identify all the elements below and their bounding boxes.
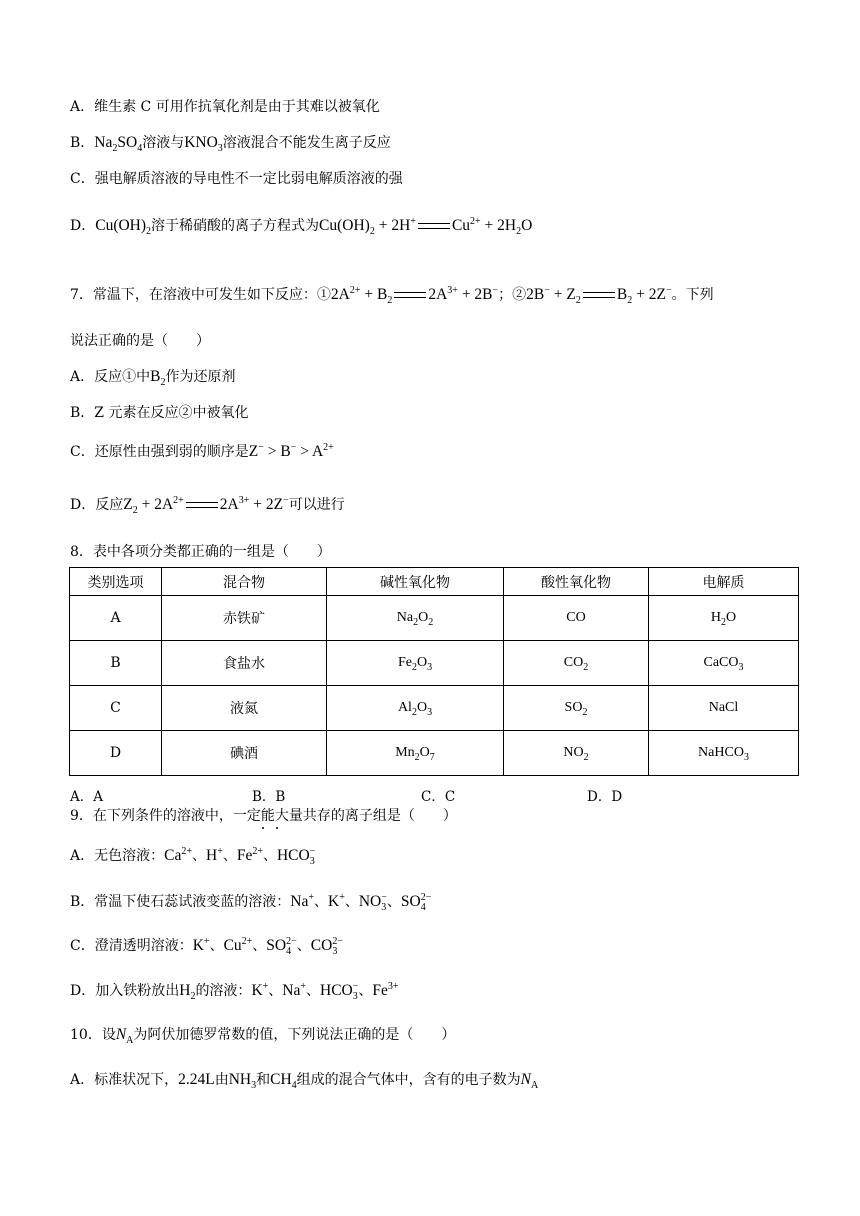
ion [358, 892, 387, 913]
ion-separator: 、 [222, 848, 237, 864]
table-cell-mixture: 赤铁矿 [162, 596, 327, 641]
ion [224, 937, 253, 954]
q6-option-a-text: A．维生素 C 可用作抗氧化剂是由于其难以被氧化 [70, 99, 380, 115]
ion-separator: 、 [268, 983, 283, 999]
q6-option-b-prefix: B． [70, 135, 95, 151]
table-header-row [70, 568, 799, 596]
f-text: Z [248, 443, 259, 460]
table-cell-electrolyte [649, 596, 799, 641]
ion-separator: 、 [252, 938, 267, 954]
q7-option-c-prefix: C．还原性由强到弱的顺序是 [70, 444, 249, 460]
f-text: 2B [526, 286, 545, 303]
f-sub: 2 [413, 617, 419, 628]
f-sub: 3 [332, 946, 338, 957]
formula-na2so4 [94, 134, 143, 154]
f-text: K [328, 893, 340, 910]
f-sup: + [262, 981, 269, 992]
f-text: 2A [219, 496, 239, 513]
f-text: Na [94, 134, 113, 151]
f-sup: 2+ [173, 495, 184, 506]
f-sup: − [492, 285, 499, 296]
f-sup: 3+ [238, 495, 250, 506]
ion-separator: 、 [358, 983, 373, 999]
f-text: Cu(OH) [319, 217, 370, 234]
q10-option-a-mid2: 组成的混合气体中，含有的电子数为 [296, 1072, 521, 1088]
f-text: CO [563, 655, 584, 670]
avogadro-symbol [520, 1071, 539, 1091]
table-header-cell: 碱性氧化物 [327, 568, 504, 596]
f-text: SO [117, 134, 138, 151]
table-cell-mixture: 碘酒 [162, 731, 327, 776]
q10-stem-prefix: 10．设 [70, 1027, 116, 1043]
formula-kno3 [184, 134, 223, 154]
f-sup: 2+ [252, 846, 263, 857]
f-sub: 2 [112, 143, 118, 154]
f-text: O [726, 610, 737, 625]
q7-option-d [70, 495, 345, 515]
f-text: HCO [320, 982, 353, 999]
f-sup: 2+ [181, 846, 192, 857]
f-sup: + [308, 892, 315, 903]
q10-option-a-and: 和 [256, 1072, 271, 1088]
q6-option-d [70, 216, 532, 236]
f-sup: 2+ [470, 216, 481, 227]
ion [276, 846, 316, 867]
equals-sign-icon [394, 292, 426, 298]
f-text: Mn [395, 745, 415, 760]
q8-option-a: A．A [70, 789, 103, 805]
ion [193, 937, 210, 954]
table-cell-acidic-oxide [504, 596, 649, 641]
f-sup: 3+ [447, 285, 458, 296]
formula-b2 [150, 368, 166, 388]
f-text: > B [263, 443, 291, 460]
q7-stem-prefix: 7．常温下，在溶液中可发生如下反应：① [70, 287, 331, 303]
formula-cuoh2 [95, 217, 152, 237]
table-header-cell: 混合物 [162, 568, 327, 596]
table-cell-electrolyte [649, 686, 799, 731]
avogadro-symbol [115, 1026, 134, 1046]
ion [372, 982, 398, 999]
q10-stem-suffix: 为阿伏加德罗常数的值，下列说法正确的是（ ） [133, 1027, 456, 1043]
emphasis-dot-icon [262, 827, 264, 829]
formula-h2 [179, 982, 196, 1002]
f-sub: 2 [516, 226, 522, 237]
f-sup: − [309, 846, 316, 857]
f-text: N [115, 1026, 127, 1043]
q7-option-b [70, 403, 248, 423]
f-text: > A [296, 443, 324, 460]
f-sub: 2 [190, 991, 196, 1002]
reaction-3 [123, 495, 289, 516]
f-sub: 3 [427, 707, 433, 718]
q6-option-b [70, 133, 391, 153]
f-text: K [251, 982, 263, 999]
f-sub: 3 [743, 752, 749, 763]
f-sub: 4 [286, 946, 292, 957]
f-text: CaCO [703, 655, 739, 670]
f-text: O [521, 217, 533, 234]
f-text: Na [282, 982, 301, 999]
table-cell-basic-oxide [327, 641, 504, 686]
f-text: + 2Z [632, 286, 666, 303]
f-sup: 2− [420, 892, 432, 903]
q7-stem-line2-text: 说法正确的是（ ） [70, 333, 210, 349]
f-sub: 2 [411, 662, 417, 673]
table-cell-acidic-oxide [504, 641, 649, 686]
f-sub: 2 [387, 295, 393, 306]
table-cell-option: C [70, 686, 162, 731]
f-sub: 4 [291, 1080, 297, 1091]
f-sub: 2 [414, 752, 420, 763]
f-text: Fe [372, 982, 388, 999]
formula-nh3 [228, 1071, 257, 1091]
f-text: Cu [451, 217, 471, 234]
f-sup: 2+ [349, 285, 361, 296]
classification-table [69, 567, 799, 776]
f-text: + 2B [457, 286, 493, 303]
q9-option-d-prefix: D．加入铁粉放出 [70, 983, 180, 999]
q6-option-b-suffix: 溶液混合不能发生离子反应 [222, 135, 391, 151]
table-cell-electrolyte [649, 731, 799, 776]
ion [290, 893, 314, 910]
f-text: SO [564, 700, 583, 715]
table-cell-acidic-oxide [504, 731, 649, 776]
f-sup: 3+ [387, 981, 399, 992]
f-text: H [710, 610, 721, 625]
table-cell-mixture: 液氮 [162, 686, 327, 731]
f-sub: 3 [381, 902, 387, 913]
f-text: 2A [330, 286, 350, 303]
q7-option-d-prefix: D．反应 [70, 497, 124, 513]
emphasis-dot-icon [276, 827, 278, 829]
f-text: SO [266, 937, 287, 954]
f-text: Fe [236, 847, 253, 864]
f-text: Ca [164, 847, 182, 864]
q10-option-a-prefix: A．标准状况下， [70, 1072, 179, 1088]
f-sub: 2 [411, 707, 417, 718]
q7-option-a-suffix: 作为还原剂 [165, 369, 236, 385]
f-text: NH [228, 1071, 252, 1088]
q7-option-a-prefix: A．反应①中 [70, 369, 151, 385]
f-text: B [616, 286, 628, 303]
q6-option-b-mid: 溶液与 [142, 135, 185, 151]
table-header-cell: 电解质 [649, 568, 799, 596]
ion [237, 847, 263, 864]
reducibility-order [249, 443, 334, 460]
q9-option-a [70, 846, 315, 866]
f-sub: A [531, 1080, 539, 1091]
f-text: CO [566, 610, 586, 625]
table-cell-electrolyte [649, 641, 799, 686]
q7-option-d-suffix: 可以进行 [288, 497, 345, 513]
f-text: NO [358, 893, 382, 910]
table-cell-option: B [70, 641, 162, 686]
f-sub: 2 [583, 752, 589, 763]
q9-option-d [70, 981, 399, 1001]
f-text: O [418, 610, 429, 625]
q7-stem [70, 285, 714, 305]
f-text: O [416, 655, 428, 670]
f-sub: 3 [352, 991, 358, 1002]
f-sub: 2 [369, 226, 375, 237]
f-sub: 2 [582, 707, 588, 718]
table-cell-basic-oxide [327, 596, 504, 641]
equals-sign-icon [418, 223, 450, 229]
f-text: H [205, 847, 218, 864]
q6-option-a [70, 97, 380, 117]
f-sup: − [283, 495, 289, 506]
q7-option-b-text: B．Z 元素在反应②中被氧化 [70, 405, 249, 421]
table-header-cell: 酸性氧化物 [504, 568, 649, 596]
f-text: Na [290, 893, 309, 910]
table-cell-mixture: 食盐水 [162, 641, 327, 686]
f-text: CH [270, 1071, 292, 1088]
f-sup: − [665, 285, 672, 296]
ion-separator: 、 [306, 983, 320, 999]
q7-stem-line2 [70, 331, 210, 351]
f-sup: + [300, 981, 306, 992]
q7-separator: ；② [498, 287, 527, 303]
table-cell-basic-oxide [327, 686, 504, 731]
table-cell-option: D [70, 731, 162, 776]
q8-option-d: D．D [587, 789, 623, 805]
f-sub: 3 [738, 662, 744, 673]
f-text: Z [123, 496, 133, 513]
reaction-2 [526, 285, 672, 306]
f-text: O [419, 745, 430, 760]
ionic-equation [319, 216, 533, 237]
f-sup: 2+ [241, 936, 253, 947]
formula-ch4 [270, 1071, 297, 1091]
f-sup: + [217, 846, 223, 857]
f-text: NO [563, 745, 584, 760]
f-text: SO [400, 893, 421, 910]
q9-option-b [70, 892, 431, 912]
q7-stem-suffix: 。下列 [671, 287, 714, 303]
q10-stem [70, 1025, 455, 1045]
table-row [70, 731, 799, 776]
f-text: + 2Z [249, 496, 284, 513]
ion [328, 893, 345, 910]
f-sub: 3 [217, 143, 223, 154]
f-text: B [150, 368, 161, 385]
q8-stem [70, 542, 331, 562]
q9-option-b-prefix: B．常温下使石蕊试液变蓝的溶液： [70, 894, 291, 910]
f-text: Cu [223, 937, 242, 954]
ion [282, 982, 306, 999]
f-sub: 2 [627, 295, 633, 306]
f-text: H [179, 982, 191, 999]
f-text: Al [397, 700, 412, 715]
f-sub: 2 [575, 295, 581, 306]
f-sup: − [290, 442, 297, 453]
f-sub: A [126, 1035, 134, 1046]
f-text: Cu(OH) [95, 217, 147, 234]
ion-separator: 、 [191, 848, 206, 864]
f-sub: 2 [428, 617, 434, 628]
f-sub: 2 [721, 617, 726, 628]
f-sub: 3 [427, 662, 433, 673]
q8-option-c: C．C [421, 789, 456, 805]
f-text: NaHCO [698, 745, 744, 760]
f-sub: 2 [583, 662, 589, 673]
f-text: N [520, 1071, 531, 1088]
q8-option-b: B．B [252, 789, 286, 805]
ion-separator: 、 [296, 938, 311, 954]
f-text: CO [310, 937, 333, 954]
q6-option-c-text: C．强电解质溶液的导电性不一定比弱电解质溶液的强 [70, 171, 403, 187]
f-sub: 4 [137, 143, 143, 154]
table-row [70, 641, 799, 686]
q9-option-c-prefix: C．澄清透明溶液： [70, 938, 193, 954]
ion-list [164, 847, 192, 864]
q9-option-c [70, 936, 343, 956]
ion [400, 892, 432, 913]
q6-option-d-prefix: D． [70, 218, 96, 234]
q9-stem [70, 806, 457, 826]
f-sup: + [203, 936, 210, 947]
table-cell-acidic-oxide [504, 686, 649, 731]
q10-option-a-mid1: 由 [214, 1072, 229, 1088]
q6-option-c [70, 169, 403, 189]
table-row [70, 686, 799, 731]
f-text: + B [360, 286, 388, 303]
q9-stem-text: 9．在下列条件的溶液中，一定能大量共存的离子组是（ ） [70, 808, 457, 824]
f-sup: 2− [332, 936, 343, 947]
f-sub: 3 [309, 856, 315, 867]
ion-separator: 、 [262, 848, 277, 864]
f-sub: 2 [146, 226, 152, 237]
q9-option-d-mid: 的溶液： [195, 983, 252, 999]
q10-option-a [70, 1070, 538, 1090]
q8-stem-text: 8．表中各项分类都正确的一组是（ ） [70, 544, 331, 560]
f-sup: − [544, 285, 550, 296]
f-text: Fe [397, 655, 412, 670]
f-text: HCO [276, 847, 310, 864]
table-row [70, 596, 799, 641]
ion [206, 847, 223, 864]
f-text: Na [396, 610, 414, 625]
ion [266, 936, 297, 957]
ion [310, 936, 343, 957]
table-header-cell: 类别选项 [70, 568, 162, 596]
ion-separator: 、 [314, 894, 329, 910]
f-text: KNO [184, 134, 218, 151]
f-sup: − [352, 981, 359, 992]
table-cell-option: A [70, 596, 162, 641]
f-sup: 2+ [323, 442, 334, 453]
f-text: 2A [428, 286, 448, 303]
q6-option-d-mid: 溶于稀硝酸的离子方程式为 [151, 218, 320, 234]
ion [320, 981, 359, 1002]
f-text: + Z [549, 286, 576, 303]
f-sup: − [381, 892, 387, 903]
f-sup: + [339, 892, 345, 903]
f-text: + 2H [374, 217, 411, 234]
reaction-1 [330, 285, 499, 306]
table-cell-basic-oxide [327, 731, 504, 776]
equals-sign-icon [583, 292, 615, 298]
f-sub: 4 [420, 902, 426, 913]
f-text: O [416, 700, 428, 715]
f-sup: + [410, 216, 416, 227]
f-sub: 2 [160, 377, 166, 388]
f-text: K [192, 937, 204, 954]
f-sub: 2 [132, 505, 138, 516]
f-text: + 2A [137, 496, 174, 513]
f-sub: 7 [429, 752, 435, 763]
volume-value: 2.24L [178, 1071, 215, 1088]
f-text: NaCl [708, 700, 739, 715]
q7-option-c [70, 442, 334, 462]
ion-separator: 、 [209, 938, 224, 954]
equals-sign-icon [186, 502, 218, 508]
ion-separator: 、 [386, 894, 401, 910]
f-text: + 2H [480, 217, 517, 234]
ion [251, 982, 268, 999]
q9-option-a-prefix: A．无色溶液： [70, 848, 165, 864]
ion-separator: 、 [344, 894, 359, 910]
f-sub: 3 [251, 1080, 257, 1091]
f-sup: − [258, 442, 264, 453]
f-sup: 2− [286, 936, 297, 947]
q7-option-a [70, 367, 235, 387]
